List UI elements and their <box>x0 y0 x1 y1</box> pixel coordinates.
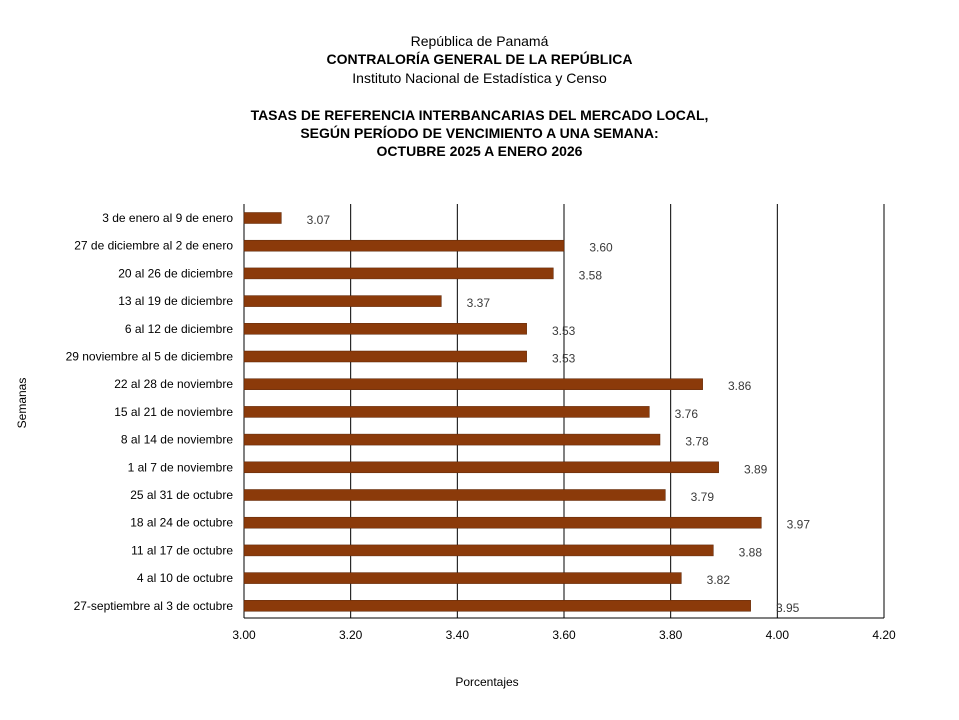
bar <box>244 323 527 334</box>
category-labels <box>66 211 234 613</box>
data-label: 3.95 <box>775 600 800 615</box>
bar <box>244 268 553 279</box>
chart-title-line-2: SEGÚN PERÍODO DE VENCIMIENTO A UNA SEMANA: <box>300 125 659 141</box>
bar <box>244 490 665 501</box>
bar <box>244 545 713 556</box>
bar <box>244 600 751 611</box>
bar <box>244 406 649 417</box>
category-label: 27 de diciembre al 2 de enero <box>74 238 233 253</box>
x-tick-labels <box>232 628 896 642</box>
data-label: 3.53 <box>551 351 576 366</box>
data-label: 3.86 <box>727 379 752 394</box>
x-tick-label: 3.00 <box>232 628 256 642</box>
bar <box>244 573 681 584</box>
category-label: 22 al 28 de noviembre <box>114 377 233 392</box>
bar <box>244 213 281 224</box>
header-institute: Instituto Nacional de Estadística y Censo <box>352 70 607 86</box>
x-tick-label: 3.20 <box>338 628 363 642</box>
header-institution: CONTRALORÍA GENERAL DE LA REPÚBLICA <box>326 51 633 67</box>
data-label: 3.97 <box>786 517 811 532</box>
category-label: 11 al 17 de octubre <box>131 543 233 558</box>
data-label: 3.60 <box>589 240 613 255</box>
data-label: 3.07 <box>306 213 331 227</box>
header-country: República de Panamá <box>410 33 549 49</box>
data-label: 3.88 <box>738 545 763 560</box>
y-axis-title: Semanas <box>15 377 29 429</box>
x-tick-label: 3.80 <box>658 628 683 642</box>
x-tick-label: 3.60 <box>552 628 576 642</box>
category-label: 27-septiembre al 3 de octubre <box>73 598 233 613</box>
category-label: 8 al 14 de noviembre <box>120 432 233 447</box>
category-label: 20 al 26 de diciembre <box>118 266 233 281</box>
data-label: 3.79 <box>690 490 715 504</box>
bar <box>244 434 660 445</box>
bar <box>244 240 564 251</box>
bar <box>244 462 719 473</box>
data-label: 3.53 <box>551 323 576 338</box>
data-label: 3.76 <box>674 406 699 421</box>
category-label: 6 al 12 de diciembre <box>124 321 233 336</box>
category-label: 18 al 24 de octubre <box>130 515 233 530</box>
x-tick-label: 3.40 <box>445 628 470 642</box>
category-label: 29 noviembre al 5 de diciembre <box>65 349 233 364</box>
category-label: 25 al 31 de octubre <box>130 488 233 502</box>
data-label: 3.58 <box>578 268 603 283</box>
category-label: 15 al 21 de noviembre <box>114 404 233 419</box>
x-tick-label: 4.20 <box>872 628 896 642</box>
x-tick-label: 4.00 <box>765 628 790 642</box>
category-label: 1 al 7 de noviembre <box>127 460 233 475</box>
chart-title-line-1: TASAS DE REFERENCIA INTERBANCARIAS DEL MERCADO LOCAL, <box>250 107 709 123</box>
bar <box>244 351 527 362</box>
category-label: 4 al 10 de octubre <box>136 571 233 586</box>
data-label: 3.37 <box>466 296 491 311</box>
data-label: 3.89 <box>743 462 768 477</box>
category-label: 3 de enero al 9 de enero <box>102 211 233 225</box>
data-label: 3.78 <box>685 434 709 449</box>
x-axis-title: Porcentajes <box>455 675 519 689</box>
bar <box>244 379 703 390</box>
data-label: 3.82 <box>706 573 731 588</box>
bar <box>244 517 761 528</box>
chart-title-line-3: OCTUBRE 2025 A ENERO 2026 <box>376 143 583 159</box>
category-label: 13 al 19 de diciembre <box>118 294 233 309</box>
bar <box>244 296 441 307</box>
